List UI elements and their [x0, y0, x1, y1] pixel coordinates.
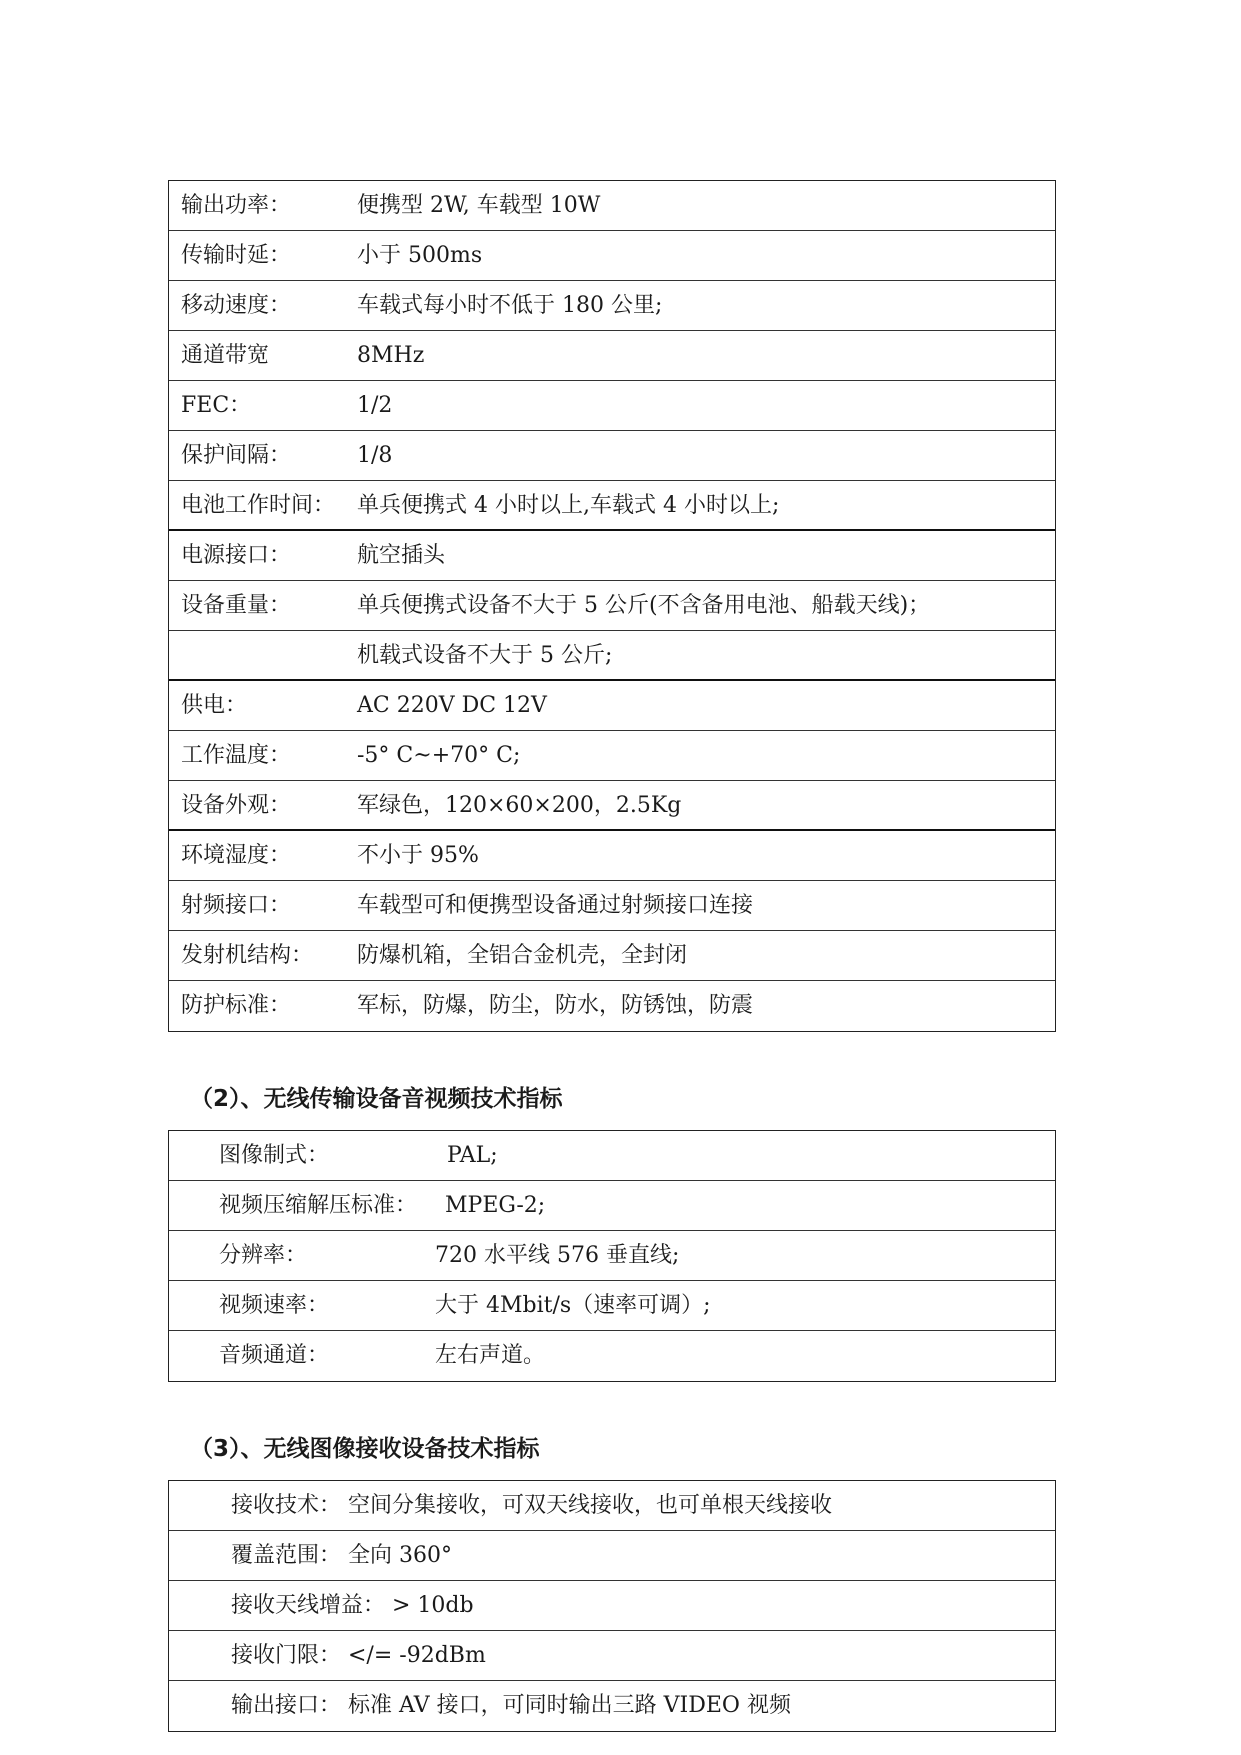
section-3-heading: （3）、无线图像接收设备技术指标	[190, 1436, 540, 1462]
row-label: FEC：	[181, 393, 252, 418]
table-row	[169, 1681, 1055, 1731]
row-label: 发射机结构：	[181, 943, 314, 968]
row-value: 车载式每小时不低于 180 公里;	[357, 293, 663, 318]
table-row	[169, 1581, 1055, 1631]
row-label: 电池工作时间：	[181, 493, 336, 518]
table-row	[169, 831, 1055, 881]
row-value: 军绿色，120×60×200，2.5Kg	[357, 793, 682, 818]
row-value: 航空插头	[357, 543, 446, 568]
table-row	[169, 931, 1055, 981]
table-row	[169, 1531, 1055, 1581]
table-row	[169, 1181, 1055, 1231]
table-row	[169, 181, 1055, 231]
row-text: 接收门限： </= -92dBm	[231, 1643, 486, 1668]
row-label: 设备外观：	[181, 793, 292, 818]
row-label: 移动速度：	[181, 293, 292, 318]
row-value: 单兵便携式 4 小时以上,车载式 4 小时以上;	[357, 493, 780, 518]
table-row	[169, 331, 1055, 381]
table-row	[169, 1231, 1055, 1281]
row-text: 覆盖范围： 全向 360°	[231, 1543, 452, 1568]
row-value: 单兵便携式设备不大于 5 公斤(不含备用电池、船载天线)；	[357, 593, 931, 618]
table-row	[169, 681, 1055, 731]
table-row	[169, 881, 1055, 931]
table-row	[169, 531, 1055, 581]
row-text: 接收技术： 空间分集接收，可双天线接收，也可单根天线接收	[231, 1493, 832, 1518]
table-row	[169, 481, 1055, 531]
row-label: 射频接口：	[181, 893, 292, 918]
row-value: 车载型可和便携型设备通过射频接口连接	[357, 893, 754, 918]
row-value: 1/8	[357, 443, 393, 468]
table-row	[169, 981, 1055, 1031]
table-row	[169, 381, 1055, 431]
row-label: 设备重量：	[181, 593, 292, 618]
row-label: 传输时延：	[181, 243, 292, 268]
row-label: 音频通道：	[219, 1343, 330, 1368]
row-value: 军标，防爆，防尘，防水，防锈蚀，防震	[357, 993, 754, 1018]
row-value: 机载式设备不大于 5 公斤;	[357, 643, 613, 668]
row-label: 视频速率：	[219, 1293, 330, 1318]
row-label: 分辨率：	[219, 1243, 308, 1268]
av-spec-table	[168, 1130, 1056, 1382]
row-value: 8MHz	[357, 343, 425, 368]
row-value: -5° C~+70° C;	[357, 743, 521, 768]
row-value: MPEG-2;	[445, 1193, 546, 1218]
table-row	[169, 231, 1055, 281]
spec-table	[168, 180, 1056, 1032]
row-label: 电源接口：	[181, 543, 292, 568]
table-row	[169, 581, 1055, 631]
table-row	[169, 1131, 1055, 1181]
row-value: 防爆机箱，全铝合金机壳，全封闭	[357, 943, 688, 968]
table-row	[169, 431, 1055, 481]
row-label: 输出功率：	[181, 193, 292, 218]
row-label: 视频压缩解压标准：	[219, 1193, 418, 1218]
row-value: 左右声道。	[435, 1343, 546, 1368]
table-row	[169, 731, 1055, 781]
row-value: 720 水平线 576 垂直线;	[435, 1243, 680, 1268]
row-text: 接收天线增益： > 10db	[231, 1593, 474, 1618]
table-row	[169, 781, 1055, 831]
row-label: 保护间隔：	[181, 443, 292, 468]
table-row	[169, 1631, 1055, 1681]
row-value: PAL;	[447, 1143, 498, 1168]
section-2-heading: （2）、无线传输设备音视频技术指标	[190, 1086, 563, 1112]
row-label: 图像制式：	[219, 1143, 330, 1168]
row-label: 防护标准：	[181, 993, 292, 1018]
row-value: 不小于 95%	[357, 843, 479, 868]
receiver-spec-table	[168, 1480, 1056, 1732]
row-value: 便携型 2W, 车载型 10W	[357, 193, 601, 218]
row-value: 小于 500ms	[357, 243, 483, 268]
row-label: 通道带宽	[181, 343, 270, 368]
row-value: AC 220V DC 12V	[357, 693, 547, 718]
row-value: 大于 4Mbit/s（速率可调）;	[435, 1293, 711, 1318]
row-label: 供电：	[181, 693, 248, 718]
row-label: 工作温度：	[181, 743, 292, 768]
table-row	[169, 631, 1055, 681]
table-row	[169, 1331, 1055, 1381]
table-row	[169, 1481, 1055, 1531]
row-value: 1/2	[357, 393, 393, 418]
table-row	[169, 1281, 1055, 1331]
table-row	[169, 281, 1055, 331]
row-label: 环境湿度：	[181, 843, 292, 868]
row-text: 输出接口： 标准 AV 接口，可同时输出三路 VIDEO 视频	[231, 1693, 791, 1718]
